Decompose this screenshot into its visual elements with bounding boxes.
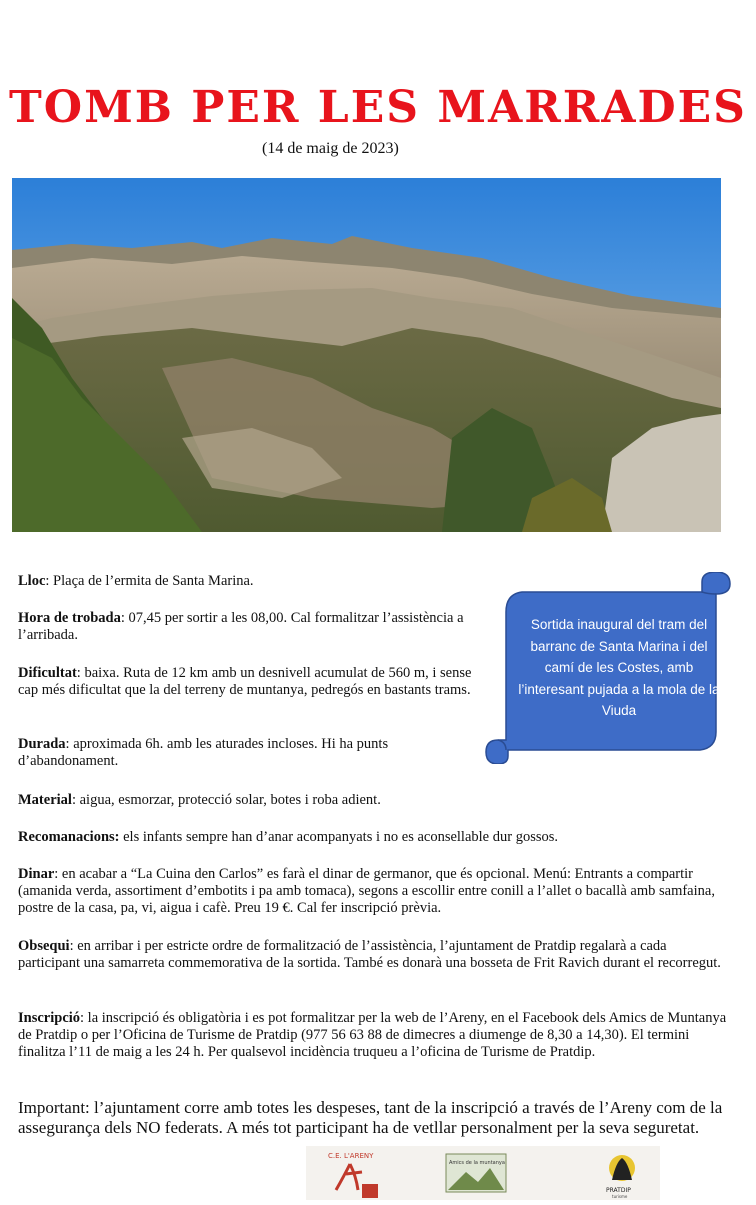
pratdip-logo-text: PRATDIP bbox=[606, 1187, 631, 1194]
amics-muntanya-logo bbox=[446, 1154, 506, 1192]
section-label: Dinar bbox=[18, 866, 55, 882]
sponsor-logos bbox=[306, 1146, 660, 1200]
section-label: Hora de trobada bbox=[18, 610, 121, 626]
section-label: Inscripció bbox=[18, 1010, 81, 1026]
section-label: Material bbox=[18, 792, 72, 808]
section-label: Durada bbox=[18, 736, 66, 752]
pratdip-logo bbox=[606, 1155, 635, 1199]
section-label: Recomanacions: bbox=[18, 829, 120, 845]
callout-text: Sortida inaugural del tram del barranc de Santa Marina i del camí de les Costes, amb l’interesant pujada a la mola de la Viuda bbox=[518, 617, 720, 718]
section-text: els infants sempre han d’anar acompanyats i no es aconsellable dur gossos. bbox=[119, 829, 558, 845]
areny-logo-text: C.E. L'ARENY bbox=[328, 1152, 374, 1160]
section-text: : Plaça de l’ermita de Santa Marina. bbox=[45, 573, 254, 589]
section-text: : en acabar a “La Cuina den Carlos” es farà el dinar de germanor, que és opcional. Menú: Entrants a compartir (amanida verda, assortiment d’embotits i pa amb tomaca), segons a escollir entre conill a l’allet o bacallà amb samfaina, postre de la casa, pa, vi, aigua i cafè. Preu 19 €. Cal fer inscripció prèvia. bbox=[18, 866, 715, 916]
section-text: : aigua, esmorzar, protecció solar, botes i roba adient. bbox=[71, 792, 381, 808]
section-material bbox=[18, 792, 730, 809]
section-text: : baixa. Ruta de 12 km amb un desnivell acumulat de 560 m, i sense cap més dificultat que la del terreny de muntanya, pedregós en bastants trams. bbox=[18, 665, 472, 698]
section-dificultat bbox=[18, 665, 478, 699]
page-title: TOMB PER LES MARRADES bbox=[9, 82, 747, 133]
section-durada bbox=[18, 736, 478, 770]
section-label: Dificultat bbox=[18, 665, 77, 681]
section-dinar bbox=[18, 866, 730, 917]
section-recomanacions bbox=[18, 829, 730, 846]
section-obsequi bbox=[18, 938, 730, 972]
areny-logo bbox=[328, 1152, 378, 1198]
section-label: Obsequi bbox=[18, 938, 70, 954]
important-note: Important: l’ajuntament corre amb totes les despeses, tant de la inscripció a través de l’Areny com de la assegurança dels NO federats. A més tot participant ha de vetllar personalment per la seva seguretat. bbox=[18, 1098, 723, 1137]
event-date: (14 de maig de 2023) bbox=[262, 140, 399, 157]
section-text: : en arribar i per estricte ordre de formalització de l’assistència, l’ajuntament de Pratdip regalarà a cada participant una samarreta commemorativa de la sortida. També es donarà una bosseta de Frit Ravich durant el recorregut. bbox=[18, 938, 721, 971]
section-hora bbox=[18, 610, 478, 644]
section-inscripcio bbox=[18, 1010, 730, 1061]
section-text: : 07,45 per sortir a les 08,00. Cal formalitzar l’assistència a l’arribada. bbox=[18, 610, 464, 643]
section-label: Lloc bbox=[18, 573, 46, 589]
section-text: : la inscripció és obligatòria i es pot formalitzar per la web de l’Areny, en el Facebook dels Amics de Muntanya de Pratdip o per l’Oficina de Turisme de Pratdip (977 56 63 88 de dimecres a diumenge de 8,30 a 14,30). El termini finalitza l’11 de maig a les 24 h. Per qualsevol incidència truqueu a l’oficina de Turisme de Pratdip. bbox=[18, 1010, 727, 1060]
landscape-photo bbox=[12, 178, 721, 532]
section-text: : aproximada 6h. amb les aturades incloses. Hi ha punts d’abandonament. bbox=[18, 736, 389, 769]
section-lloc bbox=[18, 573, 478, 590]
amics-logo-text: Amics de la muntanya bbox=[449, 1160, 505, 1166]
pratdip-logo-sub: turisme bbox=[612, 1194, 628, 1199]
